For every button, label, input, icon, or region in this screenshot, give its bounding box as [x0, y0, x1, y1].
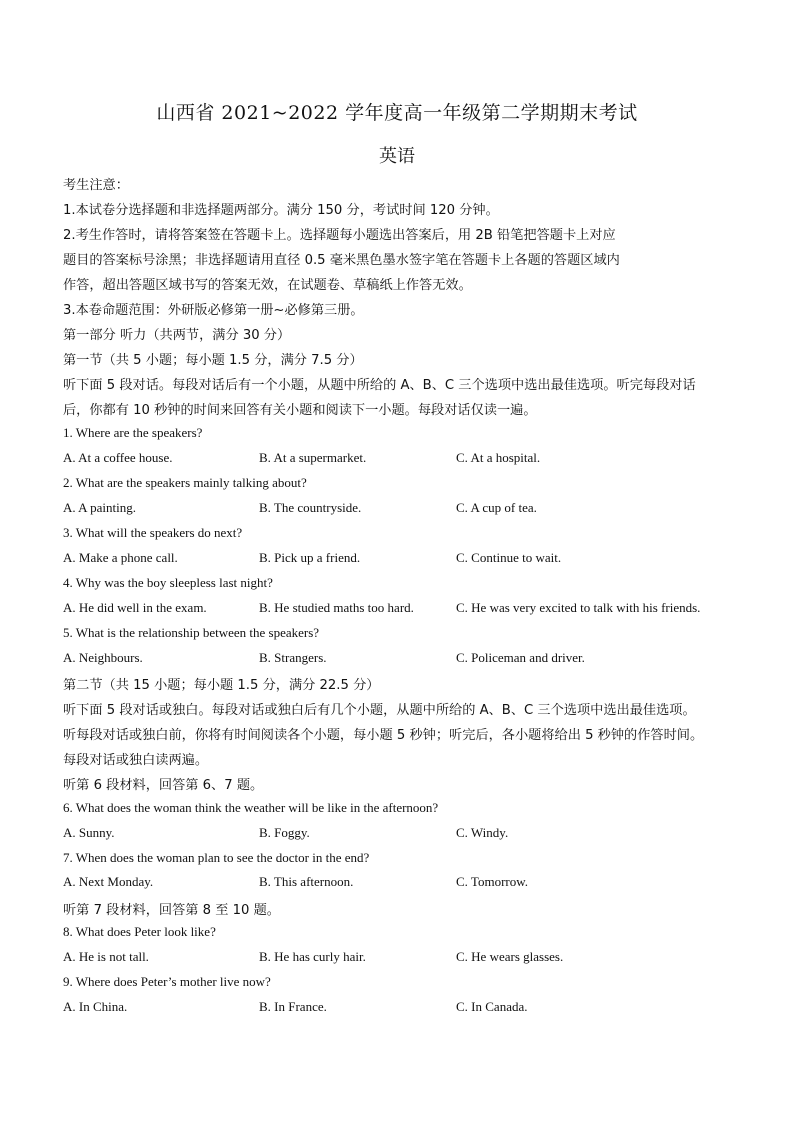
part1-heading: 第一部分 听力（共两节，满分 30 分）	[63, 328, 291, 343]
question-5-option-c: C. Policeman and driver.	[456, 650, 585, 665]
notice-item-1: 1.本试卷分选择题和非选择题两部分。满分 150 分，考试时间 120 分钟。	[63, 203, 499, 218]
question-1-option-c: C. At a hospital.	[456, 450, 541, 465]
question-5: 5. What is the relationship between the speakers?	[63, 625, 320, 640]
question-9: 9. Where does Peter’s mother live now?	[63, 974, 271, 989]
section1-instruction-line-1: 听下面 5 段对话。每段对话后有一个小题，从题中所给的 A、B、C 三个选项中选出最佳选项。听完每段对话	[63, 378, 696, 393]
question-5-option-a: A. Neighbours.	[63, 650, 143, 665]
question-7: 7. When does the woman plan to see the doctor in the end?	[63, 850, 370, 865]
question-6-option-b: B. Foggy.	[259, 825, 310, 840]
question-8-option-a: A. He is not tall.	[63, 949, 149, 964]
section2-heading: 第二节（共 15 小题；每小题 1.5 分，满分 22.5 分）	[63, 678, 380, 693]
material-7-instruction: 听第 7 段材料，回答第 8 至 10 题。	[63, 903, 280, 918]
question-6: 6. What does the woman think the weather will be like in the afternoon?	[63, 800, 439, 815]
material-6-instruction: 听第 6 段材料，回答第 6、7 题。	[63, 778, 264, 793]
question-2-option-c: C. A cup of tea.	[456, 500, 537, 515]
section2-instruction-line-1: 听下面 5 段对话或独白。每段对话或独白后有几个小题，从题中所给的 A、B、C 三个选项中选出最佳选项。	[63, 703, 696, 718]
question-8: 8. What does Peter look like?	[63, 924, 216, 939]
question-9-option-c: C. In Canada.	[456, 999, 528, 1014]
subject-title: 英语	[379, 146, 415, 167]
notice-heading: 考生注意：	[63, 178, 129, 193]
question-2: 2. What are the speakers mainly talking about?	[63, 475, 307, 490]
question-3-option-b: B. Pick up a friend.	[259, 550, 361, 565]
exam-title: 山西省 2021~2022 学年度高一年级第二学期期末考试	[156, 102, 638, 124]
notice-item-2-line-3: 作答，超出答题区域书写的答案无效，在试题卷、草稿纸上作答无效。	[63, 278, 472, 293]
question-4-option-c: C. He was very excited to talk with his friends.	[456, 600, 701, 615]
section2-instruction-line-3: 每段对话或独白读两遍。	[63, 753, 209, 768]
section2-instruction-line-2: 听每段对话或独白前，你将有时间阅读各个小题，每小题 5 秒钟；听完后，各小题将给出 5 秒钟的作答时间。	[63, 728, 704, 743]
notice-item-2-line-2: 题目的答案标号涂黑；非选择题请用直径 0.5 毫米黑色墨水签字笔在答题卡上各题的答题区域内	[63, 253, 620, 268]
question-1-option-a: A. At a coffee house.	[63, 450, 173, 465]
question-2-option-a: A. A painting.	[63, 500, 136, 515]
section1-heading: 第一节（共 5 小题；每小题 1.5 分，满分 7.5 分）	[63, 353, 363, 368]
question-1: 1. Where are the speakers?	[63, 425, 203, 440]
question-7-option-a: A. Next Monday.	[63, 874, 154, 889]
question-4: 4. Why was the boy sleepless last night?	[63, 575, 273, 590]
question-4-option-b: B. He studied maths too hard.	[259, 600, 414, 615]
question-9-option-a: A. In China.	[63, 999, 128, 1014]
question-3-option-c: C. Continue to wait.	[456, 550, 562, 565]
question-8-option-c: C. He wears glasses.	[456, 949, 564, 964]
question-4-option-a: A. He did well in the exam.	[63, 600, 207, 615]
question-2-option-b: B. The countryside.	[259, 500, 362, 515]
question-5-option-b: B. Strangers.	[259, 650, 327, 665]
question-1-option-b: B. At a supermarket.	[259, 450, 367, 465]
question-3: 3. What will the speakers do next?	[63, 525, 243, 540]
question-6-option-c: C. Windy.	[456, 825, 509, 840]
question-9-option-b: B. In France.	[259, 999, 327, 1014]
question-8-option-b: B. He has curly hair.	[259, 949, 366, 964]
section1-instruction-line-2: 后，你都有 10 秒钟的时间来回答有关小题和阅读下一小题。每段对话仅读一遍。	[63, 403, 537, 418]
notice-item-3: 3.本卷命题范围：外研版必修第一册~必修第三册。	[63, 303, 364, 318]
question-6-option-a: A. Sunny.	[63, 825, 115, 840]
question-7-option-b: B. This afternoon.	[259, 874, 354, 889]
question-7-option-c: C. Tomorrow.	[456, 874, 529, 889]
notice-item-2-line-1: 2.考生作答时，请将答案签在答题卡上。选择题每小题选出答案后，用 2B 铅笔把答题卡上对应	[63, 228, 616, 243]
question-3-option-a: A. Make a phone call.	[63, 550, 178, 565]
